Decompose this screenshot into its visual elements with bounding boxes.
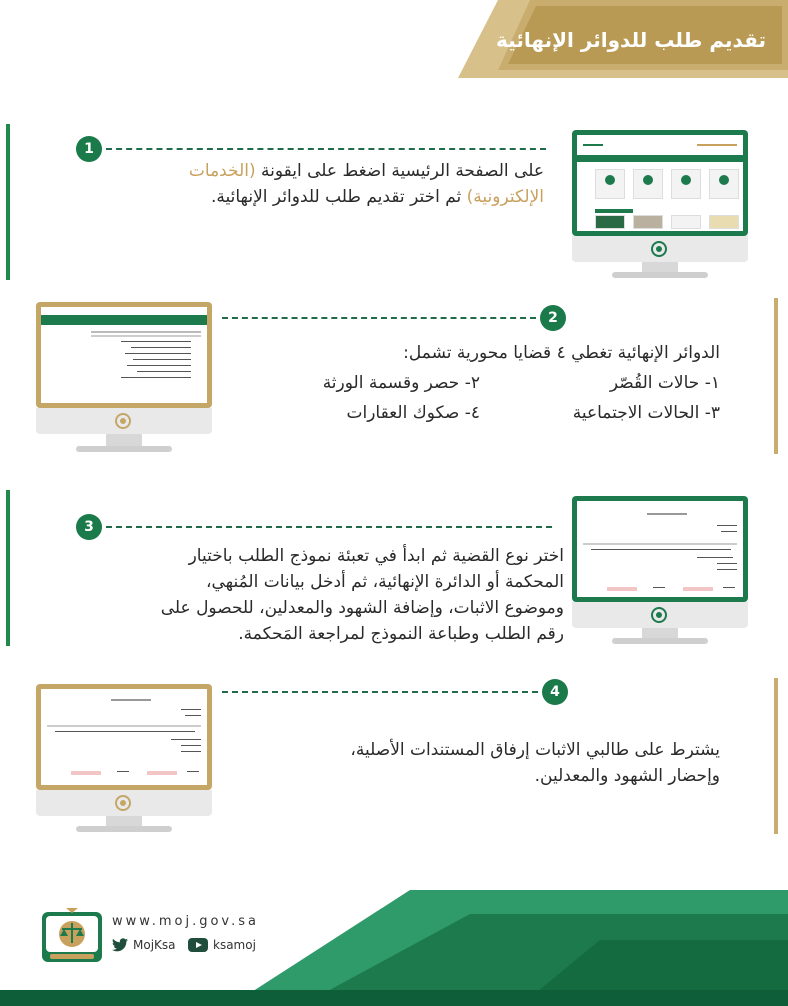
youtube-link[interactable]: [188, 938, 256, 952]
twitter-handle: MojKsa: [133, 938, 176, 952]
step3-line2: المحكمة أو الدائرة الإنهائية، ثم أدخل بيانات المُنهي،: [205, 572, 564, 592]
step4-text: [250, 737, 720, 789]
step4-dashed-line: [222, 691, 538, 693]
step3-accent-bar: [6, 490, 10, 646]
step2-item-3: ٣- الحالات الاجتماعية: [572, 403, 720, 423]
step4-accent-bar: [774, 678, 778, 834]
step2-item-2: ٢- حصر وقسمة الورثة: [322, 373, 480, 393]
twitter-icon: [112, 938, 128, 952]
website-url[interactable]: www.moj.gov.sa: [112, 914, 259, 929]
step2-intro: الدوائر الإنهائية تغطي ٤ قضايا محورية تشمل:: [403, 343, 720, 363]
step4-line2: وإحضار الشهود والمعدلين.: [534, 766, 720, 786]
step2-item-1: ١- حالات القُصّر: [609, 373, 720, 393]
step4-number: 4: [542, 679, 568, 705]
moj-logo: [40, 906, 104, 964]
step2-dashed-line: [222, 317, 536, 319]
step4-line1: يشترط على طالبي الاثبات إرفاق المستندات الأصلية،: [350, 740, 720, 760]
step2-accent-bar: [774, 298, 778, 454]
step2-monitor: [36, 302, 212, 462]
step3-text: [14, 543, 564, 647]
step1-line2: الإلكترونية) ثم اختر تقديم طلب للدوائر الإنهائية.: [210, 187, 544, 207]
step1-dashed-line: [106, 148, 546, 150]
step3-number: 3: [76, 514, 102, 540]
step1-number: 1: [76, 136, 102, 162]
youtube-icon: [188, 938, 208, 952]
step1-text: [100, 158, 544, 210]
step1-line1: على الصفحة الرئيسية اضغط على ايقونة (الخدمات: [188, 161, 544, 181]
step3-dashed-line: [106, 526, 552, 528]
step3-line4: رقم الطلب وطباعة النموذج لمراجعة المَحكمة.: [238, 624, 564, 644]
step4-monitor: [36, 684, 212, 834]
page-title: تقديم طلب للدوائر الإنهائية: [496, 28, 766, 52]
step3-monitor: [572, 496, 748, 646]
step1-monitor: [572, 130, 748, 280]
step2-number: 2: [540, 305, 566, 331]
step3-line3: وموضوع الاثبات، وإضافة الشهود والمعدلين، للحصول على: [160, 598, 564, 618]
youtube-handle: ksamoj: [213, 938, 256, 952]
twitter-link[interactable]: [112, 938, 176, 952]
step3-line1: اختر نوع القضية ثم ابدأ في تعبئة نموذج الطلب باختيار: [188, 546, 564, 566]
step1-accent-bar: [6, 124, 10, 280]
step2-item-4: ٤- صكوك العقارات: [346, 403, 480, 423]
